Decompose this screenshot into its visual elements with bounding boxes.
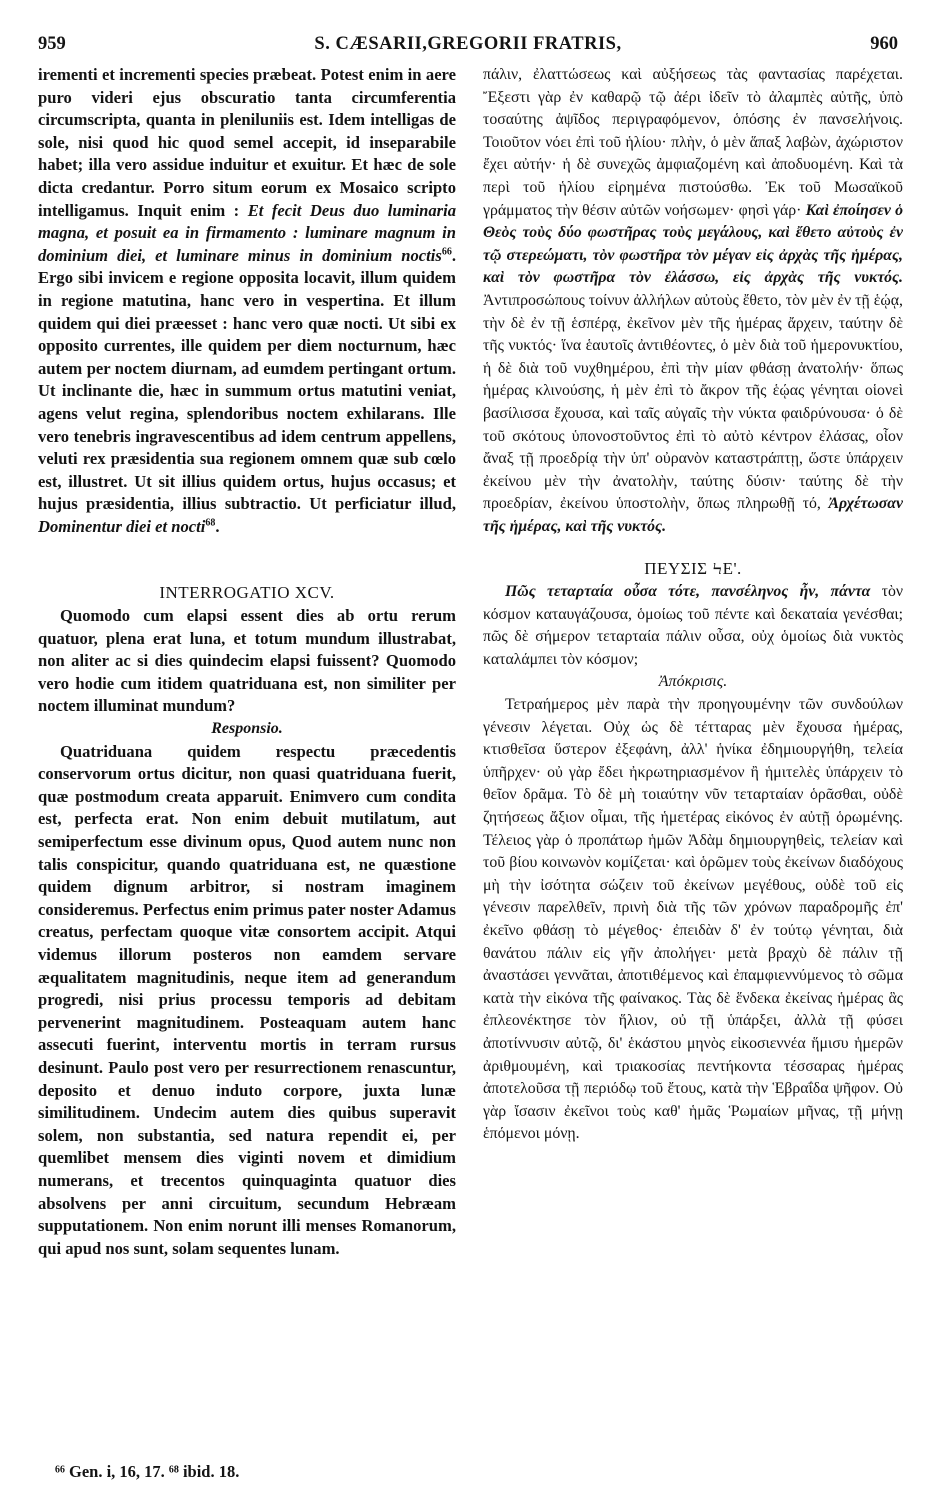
latin-paragraph-1 — [38, 64, 456, 538]
latin-text: . Ergo sibi invicem e regione opposita locavit, illum quidem in regione matutina, hanc vero in vespertina. Et illum quidem qui diei præesset : hanc vero quæ nocti. Ut sibi ex opposito currentes, ille quidem per diem nocturnum, hæc autem per noctem diurnam, ad eumdem pertingant ortum. Ut inclinante die, hæc in summum ortus matutini veniat, agens velut regina, splendoribus noctem exhilarans. Ille vero tenebris ingravescentibus ad idem centrum appellens, veluti rex præsidentia sua regionem omnem quæ sub cœlo est, illustret. Ut sit illius quidem ortus, hujus occasus; et hujus præsidentia, illius subtractio. Ut perficiatur illud, — [38, 245, 456, 514]
footnote: ⁶⁶ Gen. i, 16, 17. ⁶⁸ ibid. 18. — [55, 1462, 240, 1481]
greek-text: πάλιν, ἐλαττώσεως καὶ αὐξήσεως τὰς φαντασίας παρέχεται. Ἔξεστι γὰρ ἐν καθαρῷ τῷ ἀέρι ἰδεῖν τὸ ἀλαμπὲς αὐτῆς, ὑπὸ τοσαύτης ἀψῖδος περιγραφόμενον, ὁπόσης ἐν πανσελήνοις. Τοιοῦτον νόει ἐπὶ τοῦ ἡλίου· πλὴν, ὁ μὲν ἅπαξ λαβὼν, ἀχώριστον ἔχει αὐτήν· ἡ δὲ συνεχῶς ἀμφιαζομένη καὶ ἀποδυομένη. Καὶ τὰ περὶ τοῦ ἡλίου εἰρημένα πιστούσθω. Ἐκ τοῦ Μωσαϊκοῦ γράμματος τὴν θέσιν αὐτῶν νοήσωμεν· φησὶ γάρ· — [483, 66, 903, 219]
page-header — [38, 34, 898, 64]
latin-text: irementi et incrementi species præbeat. Potest enim in aere puro videri ejus obscuratio tanta circumferentia circumscripta, quanta in pleniluniis est. Idem intelligas de sole, nisi quod hic quod semel accepit, id inseparabile habet; illa vero assidue induitur et exuitur. Et hæc de sole dicta credantur. Porro situm eorum ex Mosaico scripto intelligamus. Inquit enim : — [38, 65, 456, 220]
page-number-right: 960 — [870, 34, 898, 54]
greek-scripture-quote: Ἀρχέτωσαν τῆς ἡμέρας, καὶ τῆς νυκτός. — [483, 495, 903, 535]
latin-scripture-quote: Et fecit Deus duo luminaria magna, et posuit ea in firmamento : luminare magnum in dominium diei, et luminare minus in dominium noctis — [38, 200, 456, 265]
running-title: S. CÆSARII,GREGORII FRATRIS, — [314, 34, 622, 54]
greek-apokrisis-label: Ἀπόκρισις. — [658, 673, 728, 691]
latin-section-heading: INTERROGATIO XCV. — [159, 583, 335, 603]
latin-column — [38, 64, 456, 1441]
greek-column — [483, 64, 903, 1441]
footnote-ref: 68 — [205, 517, 216, 529]
page-number-left: 959 — [38, 34, 66, 54]
greek-question — [483, 581, 903, 671]
greek-text: Ἀντιπροσώπους τοίνυν ἀλλήλων αὐτοὺς ἔθετο, τὸν μὲν ἐν τῇ ἑῴᾳ, τὴν δὲ ἐν τῇ ἑσπέρᾳ, ἐκεῖνον μὲν τῆς ἡμέρας ἄρχειν, ταύτην δὲ τῆς νυκτός· ἵνα ἑαυτοῖς ἀντιθέοντες, ὁ μὲν διὰ τοῦ ἡμερονυκτίου, ἡ δὲ διὰ τοῦ νυχθημέρου, ἐπὶ τὴν μίαν φθάσῃ ἀνατολήν· ὅπως ἡμέρας κλινούσης, ἡ μὲν ἐπὶ τὸ ἄκρον τῆς ἑῴας γένηται οἱονεὶ βασίλισσα ἔχουσα, καὶ ταῖς αὐγαῖς τὴν νύκτα φαιδρύνουσα· ὁ δὲ τοῦ σκότους ὑπονοστοῦντος ἐπὶ τὸ αὐτὸ κέντρον ἐλάσας, οἷον ἄναξ τῇ προεδρίᾳ τὴν ὑπ' οὐρανὸν καταστράπτῃ, ὥστε ὑπάρχειν ἐκείνου μὲν τὴν ἀνατολὴν, ταύτης δύσιν· ταύτης δὲ τὴν προεδρίαν, ἐκείνου ὑποστολὴν, ὅπως πληρωθῇ τό, — [483, 291, 903, 513]
latin-scripture-quote: Dominentur diei et nocti — [38, 516, 206, 536]
footnote-ref: 66 — [441, 246, 452, 258]
latin-responsio-label: Responsio. — [211, 720, 283, 738]
greek-paragraph-1 — [483, 64, 903, 538]
latin-question: Quomodo cum elapsi essent dies ab ortu rerum quatuor, plena erat luna, et totum mundum illustrabat, non aliter ac si dies quindecim elapsi fuissent? Quomodo vero hodie cum itidem quatriduana est, non similiter per noctem illuminat mundum? — [38, 606, 456, 716]
latin-answer: Quatriduana quidem respectu præcedentis conservorum ortus dicitur, non quasi quatriduana fuerit, quæ postmodum creata apparuit. Enimvero cum condita est, perfecta erat. Non enim debuit mutilatum, aut semiperfectum esse divinum opus, Quod autem nunc non talis conspicitur, quando quatriduana est, ne quæstione quidem dignum arbitror, si nostram imaginem consideremus. Perfectus enim primus pater noster Adamus creatus, perfectam quoque vitæ consortem accipit. Atqui videmus illorum posteros non eamdem servare æqualitatem magnitudinis, neque item ad generandum progredi, nisi prius processu temporis ad debitam pervenerint magnitudinem. Posteaquam autem hanc assecuti fuerint, interventu mortis in terram rursus desinunt. Paulo post vero per resurrectionem renascuntur, deposito et denuo induto corpore, juxta lunæ similitudinem. Undecim autem dies quibus superavit solem, non substantia, sed natura rependit ei, per quemlibet mensem dies viginti novem et dimidium numerans, et trecentos quinquaginta quatuor dies absolvens per anni circuitum, secundum Hebræam supputationem. Non enim norunt illi menses Romanorum, qui apud nos sunt, solam sequentes lunam. — [38, 741, 456, 1258]
greek-question-text: τὸν κόσμον καταυγάζουσα, ὁμοίως τοῦ πέντε καὶ δεκαταία γενέσθαι; πῶς δὲ σήμερον τεταρταία πάλιν οὖσα, οὐχ ὁμοίως διὰ νυκτὸς καταλάμπει τὸν κόσμον; — [483, 583, 903, 668]
greek-section-heading: ΠΕΥΣΙΣ ϞΕ'. — [644, 559, 742, 579]
latin-text: . — [215, 516, 220, 536]
greek-answer: Τετραήμερος μὲν παρὰ τὴν προηγουμένην τῶν συνδούλων γένεσιν λέγεται. Οὐχ ὡς δὲ τέτταρας μὲν ἔχουσα ἡμέρας, κτισθεῖσα ὕστερον ἐξεφάνη, ἀλλ' ἡνίκα ἐδημιουργήθη, τελεία ὑπῆρχεν· οὐ γὰρ ἔδει ἠκρωτηριασμένον ἢ ἡμιτελὲς ὑπάρχειν τὸ θεῖον δρᾶμα. Τὸ δὲ μὴ τοιαύτην νῦν τεταρταίαν ὁρᾶσθαι, οὐδὲ ζητήσεως ἄξιον οἶμαι, τῆς ἡμετέρας εἰκόνος ἐν αὐτῇ ὁρωμένης. Τέλειος γὰρ ὁ προπάτωρ ἡμῶν Ἀδὰμ δημιουργηθεὶς, τελείαν καὶ τοῦ βίου κοινωνὸν κομίζεται· καὶ ὁρῶμεν τοὺς ἐκείνων διαδόχους μὴ τὴν ἰσότητα σώζειν τοῦ ἐκείνων μεγέθους, οὐδὲ τοῦ εἰς γένεσιν παρελθεῖν, πρινὴ διὰ τῆς τῶν χρόνων παραδρομῆς ἐπ' ἐκεῖνο φθάσῃ τὸ μέγεθος· ἐπειδὰν δ' ἐν τούτῳ γένηται, διὰ θανάτου πάλιν εἰς γῆν ἀπολήγει· μετὰ βραχὺ δὲ πάλιν τῇ ἀναστάσει γεννᾶται, ἀποτιθέμενος καὶ ἐπαμφιεννύμενος τὸ σῶμα κατὰ τὴν εἰκόνα τῆς φαίνακος. Τὰς δὲ ἕνδεκα ἐκείνας ἡμέρας ἃς ἐπλεονέκτησε τὸν ἥλιον, οὐ τῇ ὑπάρξει, ἀλλὰ τῇ φύσει ἀποτίννυσιν αὐτῷ, δι' ἑκάστου μηνὸς εἰκοσιεννέα ἥμισυ ἡμερῶν ἀριθμουμένη, καὶ τριακοσίας πεντήκοντα τέσσαρας ἡμέρας ἀποτελοῦσα τῇ περιόδῳ τοῦ ἔτους, κατὰ τὴν Ἑβραΐδα ψῆφον. Οὐ γὰρ ἴσασιν ἐκεῖνοι τοὺς καθ' ἡμᾶς Ῥωμαίων μῆνας, τῇ μήνῃ ἑπόμενοι μόνῃ. — [483, 696, 903, 1143]
greek-scripture-quote: Καὶ ἐποίησεν ὁ Θεὸς τοὺς δύο φωστῆρας τοὺς μεγάλους, καὶ ἔθετο αὐτοὺς ἐν τῷ στερεώματι, τὸν φωστῆρα τὸν μέγαν εἰς ἀρχὰς τῆς ἡμέρας, καὶ τὸν φωστῆρα τὸν ἐλάσσω, εἰς ἀρχὰς τῆς νυκτός. — [483, 201, 903, 287]
greek-question-lead: Πῶς τεταρταία οὖσα τότε, πανσέληνος ἦν, πάντα — [505, 583, 871, 601]
